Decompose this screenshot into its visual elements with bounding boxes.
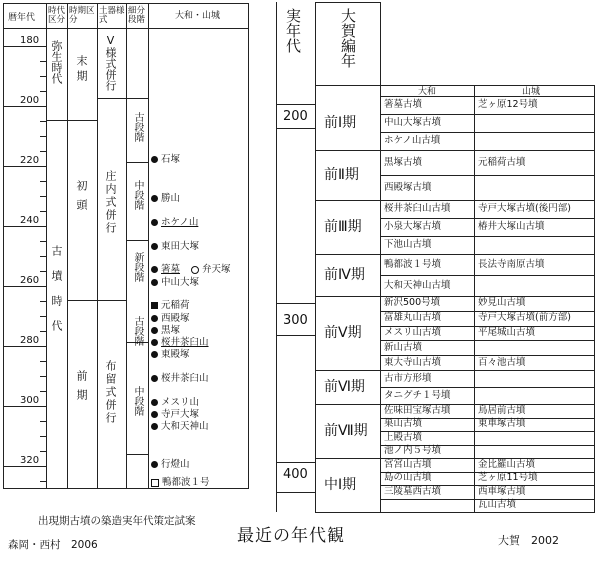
row-divider (380, 114, 595, 115)
minor-tick (40, 331, 46, 332)
period-label: 前Ⅶ期 (324, 423, 368, 439)
right-author: 大賀 2002 (498, 534, 559, 547)
yamato-tomb: 小泉大塚古墳 (384, 221, 442, 232)
year-tick (3, 46, 46, 47)
col-yamato: 大和 (418, 87, 437, 97)
period-divider (315, 254, 595, 255)
period-yayoi: 弥生時代 (50, 40, 63, 84)
stage-old-2: 古段階 (132, 316, 143, 346)
page-title: 最近の年代観 (237, 526, 345, 546)
period-label: 前Ⅱ期 (324, 167, 359, 183)
dot-icon (151, 279, 158, 286)
yamato-tomb: 中山大塚古墳 (384, 117, 442, 128)
year-label-180: 180 (20, 35, 40, 46)
header-region: 大和・山城 (175, 11, 221, 21)
minor-tick (40, 211, 46, 212)
yamato-tomb: 宮宮山古墳 (384, 458, 432, 470)
header-era-year: 暦年代 (8, 13, 36, 23)
dot-icon (151, 339, 158, 346)
dot-icon (151, 461, 158, 468)
minor-tick (40, 376, 46, 377)
yamashiro-tomb: 東車塚古墳 (478, 418, 526, 430)
header-ohga-chronology: 大賀編年 (339, 8, 357, 68)
yamato-tomb: 新沢500号墳 (384, 297, 441, 309)
period-label: 前Ⅲ期 (324, 219, 362, 235)
dot-icon (151, 195, 158, 202)
site-kamotsuba: 鴨都波１号 (151, 478, 210, 488)
square-outline-icon (151, 479, 159, 487)
year-tick (3, 406, 46, 407)
yamashiro-tomb: 椿井大塚山古墳 (478, 221, 545, 232)
minor-tick (40, 136, 46, 137)
period-label: 前Ⅵ期 (324, 379, 365, 395)
minor-tick (40, 436, 46, 437)
yamato-tomb: 島の山古墳 (384, 472, 432, 484)
site-mesuriyama: メスリ山 (151, 398, 199, 408)
period-divider (315, 296, 595, 297)
site-higashitonozuka: 東殿塚 (151, 350, 190, 360)
year-label-320: 320 (20, 455, 40, 466)
yamato-tomb: タニグチ１号墳 (384, 389, 451, 401)
header-sub-stage: 細分段階 (128, 6, 146, 25)
year-tick (3, 466, 46, 467)
header-real-year: 実年代 (284, 8, 302, 53)
yamato-tomb: 佐味田宝塚古墳 (384, 404, 451, 416)
yamashiro-tomb: 芝ヶ原11号墳 (478, 472, 538, 484)
minor-tick (40, 301, 46, 302)
year-label-280: 280 (20, 335, 40, 346)
year-tick (3, 346, 46, 347)
style-v: Ⅴ様式併行 (104, 34, 117, 91)
yamato-tomb: 西殿塚古墳 (384, 181, 432, 193)
yamato-tomb: ホケノ山古墳 (384, 135, 441, 146)
year-label-220: 220 (20, 155, 40, 166)
site-katsuyama: 勝山 (151, 194, 180, 204)
dot-icon (151, 156, 158, 163)
header-pottery-style: 土器様式 (99, 6, 125, 25)
yamato-tomb: 桜井茶臼山古墳 (384, 203, 451, 214)
period-label: 中Ⅰ期 (324, 477, 357, 493)
dot-icon (151, 266, 158, 273)
period-label: 前Ⅳ期 (324, 267, 365, 283)
yamashiro-tomb: 瓦山古墳 (478, 499, 517, 511)
square-icon (151, 302, 158, 309)
row-divider (380, 236, 595, 237)
period-divider (315, 150, 595, 151)
yamashiro-tomb: 長法寺南原古墳 (478, 258, 545, 270)
row-divider (380, 218, 595, 219)
yamato-tomb: 三陵墓西古墳 (384, 485, 442, 497)
header-period-class: 時代区分 (48, 6, 66, 25)
yamashiro-tomb: 百々池古墳 (478, 356, 526, 368)
yamato-tomb: 上殿古墳 (384, 431, 423, 443)
year-label-260: 260 (20, 275, 40, 286)
yamato-tomb: 富雄丸山古墳 (384, 312, 442, 324)
row-divider (380, 175, 595, 176)
minor-tick (40, 91, 46, 92)
phase-early: 初頭 (75, 180, 88, 218)
minor-tick (40, 316, 46, 317)
site-higashida-otsuka: 東田大塚 (151, 242, 199, 252)
period-kofun: 古墳時代 (50, 245, 63, 345)
dot-icon (151, 399, 158, 406)
yamato-tomb: 新山古墳 (384, 341, 423, 353)
dot-icon (151, 219, 158, 226)
yamato-tomb: メスリ山古墳 (384, 327, 442, 338)
minor-tick (40, 151, 46, 152)
yamato-tomb: 巣山古墳 (384, 418, 423, 430)
minor-tick (40, 391, 46, 392)
minor-tick (40, 481, 46, 482)
period-divider (315, 458, 595, 459)
site-sakurai-chausuyama: 桜井茶臼山 (151, 338, 209, 348)
stage-old-1: 古段階 (132, 112, 143, 142)
site-hokenoyama: ホケノ山 (151, 218, 198, 228)
year-label-200: 200 (20, 95, 40, 106)
yamashiro-tomb: 芝ヶ原12号墳 (478, 99, 538, 110)
yamashiro-tomb: 寺戸大塚古墳(後円部) (478, 203, 571, 214)
dot-icon (151, 243, 158, 250)
yamashiro-tomb: 平尾城山古墳 (478, 327, 536, 338)
year-tick (3, 286, 46, 287)
stage-mid-2: 中段階 (132, 386, 143, 416)
dot-icon (151, 351, 158, 358)
yamato-tomb: 大和天神山古墳 (384, 279, 451, 291)
yamashiro-tomb: 西車塚古墳 (478, 485, 526, 497)
site-ishizuka: 石塚 (151, 155, 180, 165)
minor-tick (40, 451, 46, 452)
style-furu: 布留式併行 (104, 360, 117, 425)
dot-icon (151, 315, 158, 322)
year-tick (3, 226, 46, 227)
period-divider (315, 404, 595, 405)
minor-tick (40, 181, 46, 182)
year-200: 200 (283, 109, 308, 124)
site-hashihaka: 箸墓 (151, 265, 180, 275)
style-shonai: 庄内式併行 (104, 170, 117, 235)
minor-tick (40, 241, 46, 242)
yamato-tomb: 池ノ内５号墳 (384, 445, 442, 457)
header-phase-class: 時期区分 (69, 6, 95, 25)
year-400: 400 (283, 467, 308, 482)
year-300: 300 (283, 313, 308, 328)
yamato-tomb: 箸墓古墳 (384, 99, 423, 110)
row-divider (380, 275, 595, 276)
yamato-tomb: 東大寺山古墳 (384, 356, 442, 368)
yamato-tomb: 黒塚古墳 (384, 156, 423, 168)
minor-tick (40, 61, 46, 62)
year-tick (3, 166, 46, 167)
row-divider (380, 387, 595, 388)
site-sakurai-chausuyama-2: 桜井茶臼山 (151, 374, 209, 384)
period-divider (315, 200, 595, 201)
minor-tick (40, 76, 46, 77)
yamashiro-tomb: 金比羅山古墳 (478, 458, 536, 470)
yamato-tomb: 鴨都波１号墳 (384, 258, 442, 270)
phase-zenki: 前期 (75, 370, 88, 408)
site-motoinari: 元稲荷 (151, 301, 190, 311)
year-label-300: 300 (20, 395, 40, 406)
yamashiro-tomb: 妙見山古墳 (478, 297, 526, 309)
dot-icon (151, 411, 158, 418)
site-terado-otsuka: 寺戸大塚 (151, 410, 199, 420)
site-andonyama: 行燈山 (151, 460, 190, 470)
yamashiro-tomb: 寺戸大塚古墳(前方部) (478, 312, 571, 324)
year-tick (3, 106, 46, 107)
period-label: 前Ⅴ期 (324, 325, 362, 341)
period-label: 前Ⅰ期 (324, 115, 357, 131)
site-kurozuka: 黒塚 (151, 326, 180, 336)
phase-sue: 末期 (75, 55, 88, 85)
minor-tick (40, 421, 46, 422)
site-yamato-tenjinyama: 大和天神山 (151, 422, 209, 432)
col-yamashiro: 山城 (522, 87, 541, 97)
minor-tick (40, 361, 46, 362)
dot-icon (151, 423, 158, 430)
minor-tick (40, 121, 46, 122)
minor-tick (40, 256, 46, 257)
left-author: 森岡・西村 2006 (8, 539, 98, 551)
yamashiro-tomb: 鳥居前古墳 (478, 404, 526, 416)
row-divider (380, 132, 595, 133)
period-divider (315, 370, 595, 371)
yamato-tomb: 下池山古墳 (384, 239, 432, 250)
dot-icon (151, 327, 158, 334)
minor-tick (40, 271, 46, 272)
site-bentenzuka: 弁天塚 (191, 265, 231, 275)
ring-icon (191, 266, 199, 274)
yamato-tomb: 古市方形墳 (384, 372, 432, 384)
minor-tick (40, 196, 46, 197)
year-label-240: 240 (20, 215, 40, 226)
site-nishitonozuka: 西殿塚 (151, 314, 190, 324)
site-nakayama-otsuka: 中山大塚 (151, 278, 199, 288)
yamashiro-tomb: 元稲荷古墳 (478, 156, 526, 168)
stage-mid-1: 中段階 (132, 180, 143, 210)
left-caption: 出現期古墳の築造実年代策定試案 (38, 515, 196, 527)
dot-icon (151, 375, 158, 382)
period-divider (315, 512, 595, 513)
stage-new: 新段階 (132, 252, 143, 282)
